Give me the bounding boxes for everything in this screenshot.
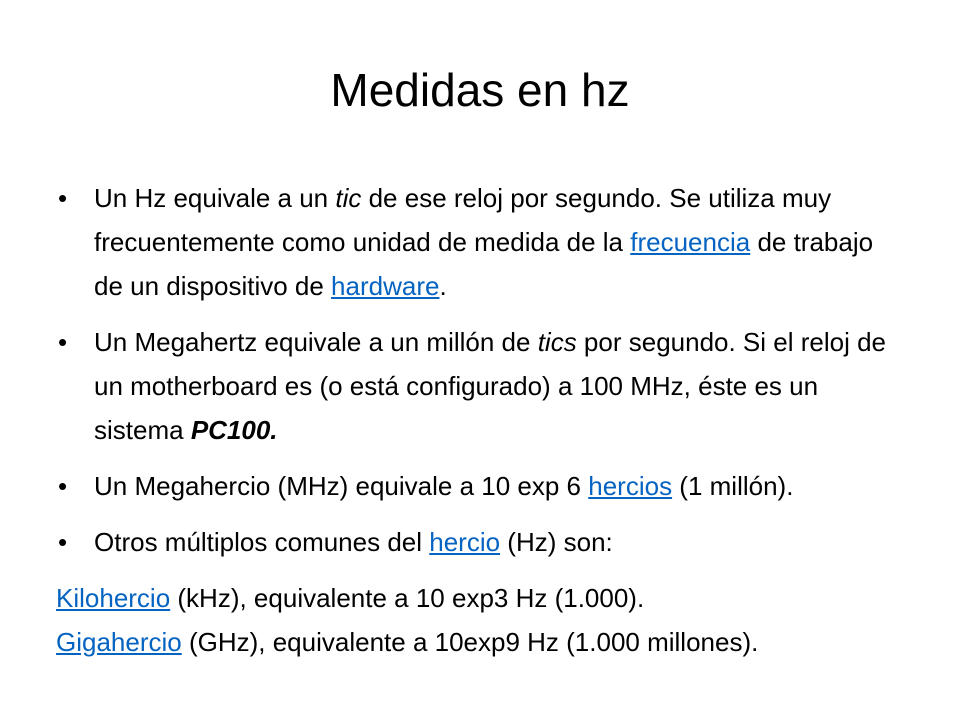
bullet-text: de ese reloj por segundo. Se utiliza muy frecuentemente como unidad de medida de la [94,183,832,257]
bullet-text: . [439,271,447,301]
bullet-text: de trabajo de un dispositivo de [94,227,874,301]
content-line [56,576,896,620]
italic-text: tics [537,327,577,357]
slide-title: Medidas en hz [330,64,630,116]
bullet-icon: • [58,527,68,557]
bullet-item [56,464,896,508]
bullet-item [56,520,896,564]
gigahercio-link[interactable]: Gigahercio [56,627,182,657]
slide-content [56,176,896,664]
bullet-text: por segundo. Si el reloj de un motherboard es (o está configurado) a 100 MHz, éste es un sistema [94,327,887,445]
bullet-text: Un Megahertz equivale a un millón de [94,327,538,357]
line-text: (GHz), equivalente a 10exp9 Hz (1.000 millones). [181,627,759,657]
bullet-icon: • [58,183,68,213]
frecuencia-link[interactable]: frecuencia [630,227,751,257]
kilohercio-link[interactable]: Kilohercio [56,583,171,613]
bullet-text: Un Megahercio (MHz) equivale a 10 exp 6 [94,471,589,501]
hardware-link[interactable]: hardware [331,271,440,301]
bullet-item [56,176,896,308]
content-line [56,620,896,664]
bold-italic-text: PC100. [190,415,278,445]
hercios-link[interactable]: hercios [588,471,673,501]
line-text: (kHz), equivalente a 10 exp3 Hz (1.000). [170,583,645,613]
bullet-text: Un Hz equivale a un [94,183,336,213]
hercio-link[interactable]: hercio [429,527,501,557]
bullet-item [56,320,896,452]
bullet-text: Otros múltiplos comunes del [94,527,430,557]
italic-text: tic [335,183,362,213]
bullet-text: (Hz) son: [500,527,613,557]
bullet-icon: • [58,327,68,357]
bullet-icon: • [58,471,68,501]
bullet-text: (1 millón). [672,471,794,501]
